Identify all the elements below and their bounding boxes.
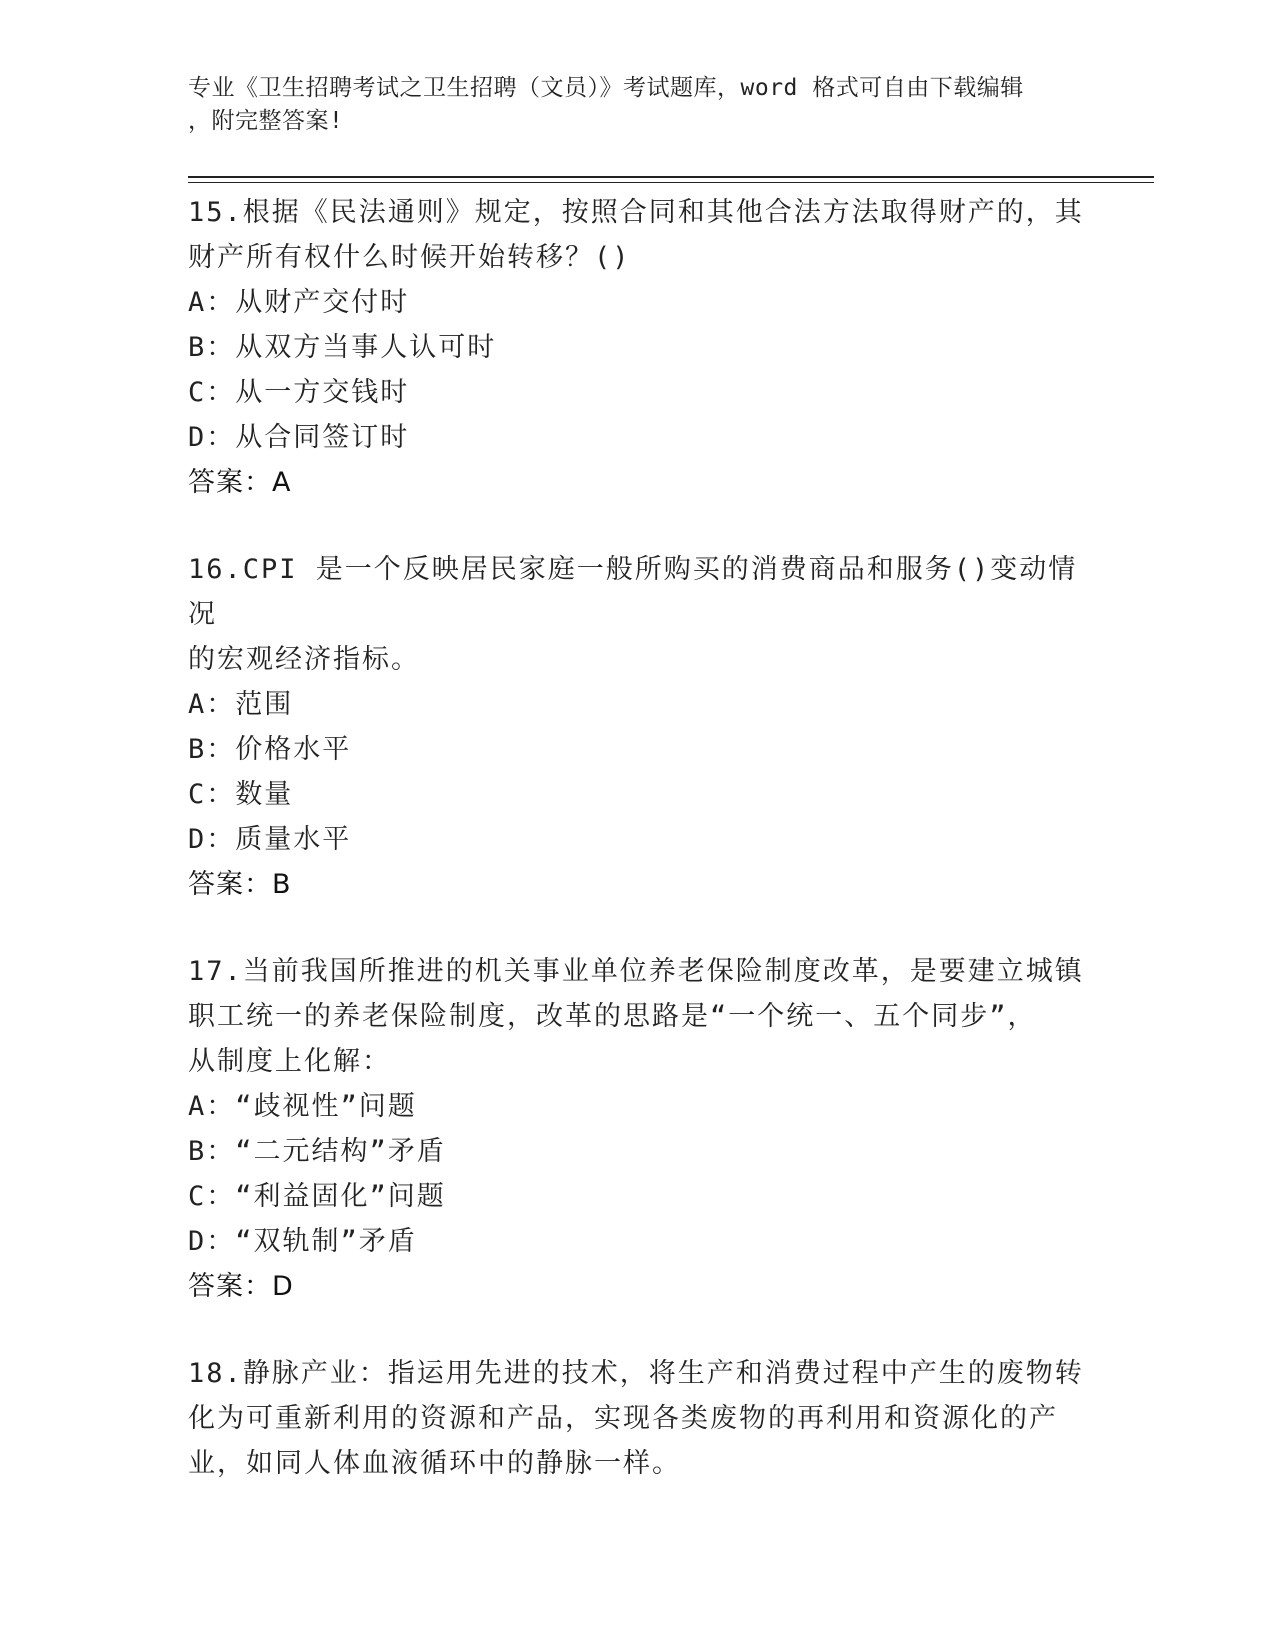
answer-label: 答案：B — [188, 869, 292, 900]
header-line-1: 专业《卫生招聘考试之卫生招聘（文员）》考试题库，word 格式可自由下载编辑 — [188, 75, 1024, 101]
option-b: B：从双方当事人认可时 — [188, 332, 497, 363]
question-text: 16.CPI 是一个反映居民家庭一般所购买的消费商品和服务()变动情况 — [188, 554, 1078, 630]
option-c: C：从一方交钱时 — [188, 377, 410, 408]
option-d: D：质量水平 — [188, 824, 352, 855]
header-divider-thin — [188, 182, 1154, 183]
question-15 — [188, 190, 1088, 505]
header-divider — [188, 176, 1154, 178]
question-list — [188, 190, 1088, 1528]
question-text: 从制度上化解： — [188, 1046, 391, 1077]
question-text: 化为可重新利用的资源和产品，实现各类废物的再利用和资源化的产 — [188, 1403, 1058, 1434]
question-text: 职工统一的养老保险制度，改革的思路是“一个统一、五个同步”， — [188, 1001, 1037, 1032]
option-d: D：“双轨制”矛盾 — [188, 1226, 417, 1257]
option-b: B：价格水平 — [188, 734, 352, 765]
question-18 — [188, 1351, 1088, 1486]
option-a: A：从财产交付时 — [188, 287, 410, 318]
header-line-2: ，附完整答案! — [188, 108, 344, 134]
question-text: 业，如同人体血液循环中的静脉一样。 — [188, 1448, 681, 1479]
question-text: 15.根据《民法通则》规定，按照合同和其他合法方法取得财产的，其 — [188, 197, 1084, 228]
option-c: C：数量 — [188, 779, 294, 810]
option-d: D：从合同签订时 — [188, 422, 410, 453]
question-text: 18.静脉产业：指运用先进的技术，将生产和消费过程中产生的废物转 — [188, 1358, 1084, 1389]
option-c: C：“利益固化”问题 — [188, 1181, 446, 1212]
option-a: A：范围 — [188, 689, 294, 720]
option-a: A：“歧视性”问题 — [188, 1091, 417, 1122]
question-text: 财产所有权什么时候开始转移？() — [188, 242, 631, 273]
question-text: 的宏观经济指标。 — [188, 644, 420, 675]
answer-label: 答案：A — [188, 467, 292, 498]
question-16 — [188, 547, 1088, 907]
document-header — [188, 72, 1088, 138]
option-b: B：“二元结构”矛盾 — [188, 1136, 446, 1167]
question-text: 17.当前我国所推进的机关事业单位养老保险制度改革，是要建立城镇 — [188, 956, 1084, 987]
answer-label: 答案：D — [188, 1271, 294, 1302]
question-17 — [188, 949, 1088, 1309]
